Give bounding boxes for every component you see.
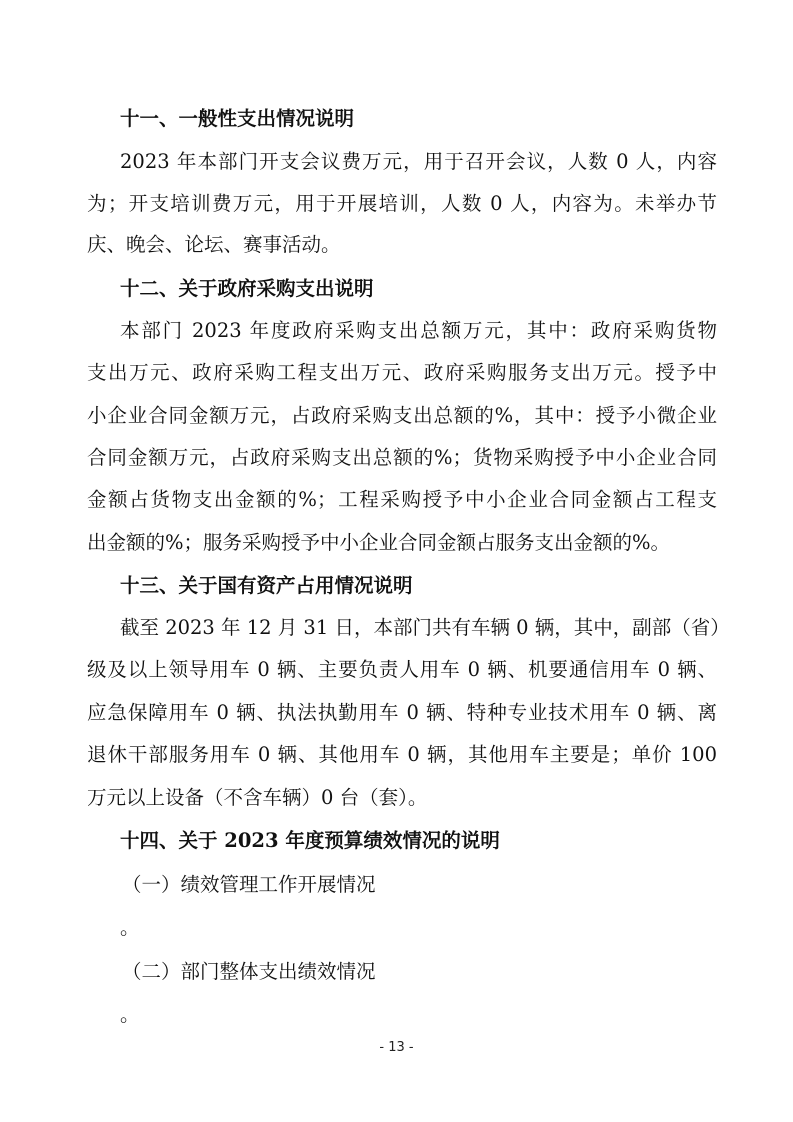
section-13-line-2: 级及以上领导用车 0 辆、主要负责人用车 0 辆、机要通信用车 0 辆、	[87, 658, 717, 681]
section-12-line-3: 小企业合同金额万元，占政府采购支出总额的%，其中：授予小微企业	[87, 404, 717, 427]
section-12-heading: 十二、关于政府采购支出说明	[120, 277, 374, 300]
subsection-2-content: 。	[120, 1003, 140, 1026]
subsection-2-label: （二）部门整体支出绩效情况	[122, 960, 376, 983]
subsection-1-content: 。	[120, 916, 140, 939]
section-12-line-2: 支出万元、政府采购工程支出万元、政府采购服务支出万元。授予中	[87, 361, 717, 384]
section-13-heading: 十三、关于国有资产占用情况说明	[120, 574, 413, 597]
section-12-line-6: 出金额的%；服务采购授予中小企业合同金额占服务支出金额的%。	[87, 531, 671, 554]
section-11-line-1: 2023 年本部门开支会议费万元，用于召开会议，人数 0 人，内容	[120, 150, 717, 173]
section-14-heading: 十四、关于 2023 年度预算绩效情况的说明	[120, 829, 500, 852]
subsection-1-label: （一）绩效管理工作开展情况	[122, 873, 376, 896]
page-number: - 13 -	[379, 1040, 414, 1055]
section-12-line-5: 金额占货物支出金额的%；工程采购授予中小企业合同金额占工程支	[87, 488, 717, 511]
section-12-line-1: 本部门 2023 年度政府采购支出总额万元，其中：政府采购货物	[120, 319, 717, 342]
section-13-line-4: 退休干部服务用车 0 辆、其他用车 0 辆，其他用车主要是；单价 100	[87, 743, 717, 766]
section-13-line-5: 万元以上设备（不含车辆）0 台（套）。	[87, 786, 428, 809]
section-13-line-3: 应急保障用车 0 辆、执法执勤用车 0 辆、特种专业技术用车 0 辆、离	[87, 701, 717, 724]
section-13-line-1: 截至 2023 年 12 月 31 日，本部门共有车辆 0 辆，其中，副部（省）	[120, 616, 730, 639]
section-11-line-2: 为；开支培训费万元，用于开展培训，人数 0 人，内容为。未举办节	[87, 192, 717, 215]
section-11-heading: 十一、一般性支出情况说明	[120, 107, 355, 130]
section-11-line-3: 庆、晚会、论坛、赛事活动。	[87, 233, 341, 256]
section-12-line-4: 合同金额万元，占政府采购支出总额的%；货物采购授予中小企业合同	[87, 446, 717, 469]
